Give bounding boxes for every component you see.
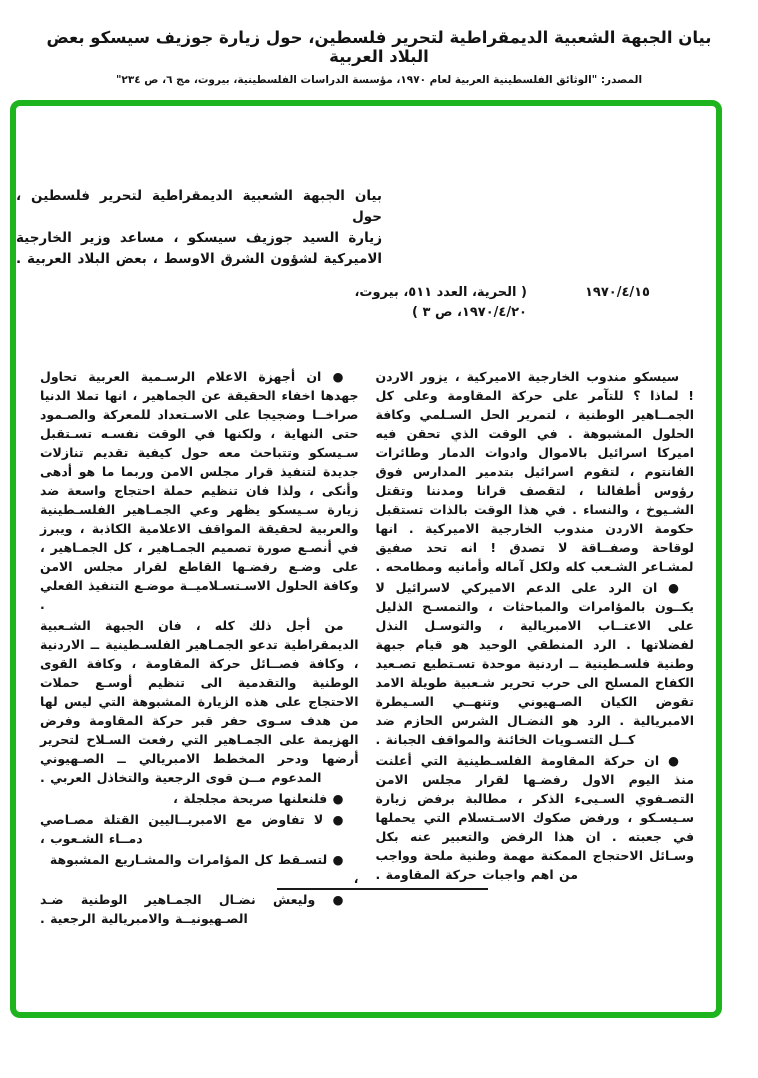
source-citation: المصدر: "الوثائق الفلسطينية العربية لعام ١٩٧٠، مؤسسة الدراسات الفلسطينية، بيروت، مج ٦، ص ٢٣٤" xyxy=(115,74,643,86)
citation-line: ( الحرية، العدد ٥١١، بيروت، xyxy=(354,285,527,300)
bullet-item: ● لا تفاوض مع الامبريــاليين القتلة مصـاصي دمــاء الشـعوب ، xyxy=(40,812,344,846)
statement-title xyxy=(16,186,382,270)
paragraph: سيسكو مندوب الخارجية الاميركية ، يزور الاردن ! لماذا ؟ للتآمر على حركة المقاومة وعلى كل الجمــاهير الوطنية ، لتمرير الحل السـلمي وكافة الحلول المشبوهة . في الوقت الذي تحقن فيه اميركا اسرائيل بالاموال وادوات الدمار وطائرات الفانتوم ، لتقوم اسرائيل بتدمير المدارس فوق رؤوس أطفالنا ، لتقصف قرانا ومدننا وتقتل الشـيوخ ، والنساء . في هذا الوقت بالذات تستقبل حكومة الاردن مندوب الخارجية الاميركية . انها لوقاحة وصفــاقة لا تصدق ! انه تحد صفيق لمشـاعر الشـعب كله ولكل آماله وأمانيه ومطامحه . xyxy=(375,369,694,574)
column-left xyxy=(40,367,359,930)
bullet-item: ● فلنعلنها صريحة مجلجلة ، xyxy=(173,791,344,806)
document-header xyxy=(0,0,758,86)
paragraph: من أجل ذلك كله ، فان الجبهة الشـعبية الديمقراطية تدعو الجمـاهير الفلسـطينية ــ الاردنية ، وكافة فصــائل حركة المقاومة ، وكافة القوى الوطنية والتقدمية الى تنظيم أوسـع حملات الاحتجاج على هذه الزيارة المشبوهة التي ليس لها من هدف سـوى حفر قبر حركة المقاومة وفرض الهزيمة على الجمـاهير التي رفعت السـلاح لتحرير أرضها ودحر المخطط الامبريالي ــ الصـهيوني المدعوم مــن قوى الرجعية والتخاذل العربي . xyxy=(40,618,359,785)
body-columns xyxy=(40,367,694,930)
statement-date: ١٩٧٠/٤/١٥ xyxy=(584,285,650,300)
bullet-item: ● وليعش نضـال الجمـاهير الوطنية ضـد الصـهيونيــة والامبريالية الرجعية . xyxy=(40,892,344,926)
document-frame xyxy=(10,100,722,1018)
statement-title-line: زيارة السيد جوزيف سيسكو ، مساعد وزير الخارجية xyxy=(16,230,382,246)
statement-title-line: بيان الجبهة الشعبية الديمقراطية لتحرير فلسطين ، حول xyxy=(16,188,382,225)
citation-line: ١٩٧٠/٤/٢٠، ص ٣ ) xyxy=(412,305,527,320)
bullet-paragraph: ● ان حركة المقاومة الفلسـطينية التي أعلنت منذ اليوم الاول رفضـها لقرار مجلس الامن التصـفوي السـيىء الذكر ، مطالبة برفض زيارة سـيسـكو ، ورفض صكوك الاسـتسلام التي يحملها في جعبته . ان هذا الرفض والتعبير عنه بكل وسـائل الاحتجاج الممكنة مهمة وطنية ملحة وواجب من اهم واجبات حركة المقاومة . xyxy=(375,753,694,882)
bullet-paragraph: ● ان أجهزة الاعلام الرسـمية العربية تحاول جهدها اخفاء الحقيقة عن الجماهير ، انها تملا الدنيا صراخــا وضجيجا على الاسـتعداد للمعركة والصـمود حتى النهاية ، ولكنها في الوقت نفسـه تسـتقبل سـيسكو وتتباحث معه حول كيفية تقديم تنازلات جديدة لتنفيذ قرار مجلس الامن وربما ما هو أدهى وأنكى ، ولذا فان تنظيم حملة احتجاج واسعة ضد زيارة سـيسكو يظهر وعي الجمـاهير الفلسـطينية والعربية لحقيقة المواقف الاعلامية الكاذبة ، ويبرز في أنصـع صورة تصميم الجمـاهير ، كل الجمـاهير ، على وضـع رفضـها القاطع لقرار مجلس الامن وكافة الحلول الاسـتسـلاميــة موضـع التنفيذ الفعلي . xyxy=(40,369,359,612)
bullet-paragraph: ● ان الرد على الدعم الاميركي لاسرائيل لا يكــون بالمؤامرات والمباحثات ، والتمسـح الذليل على الاعتــاب الامبريالية ، والتوسـل النذل لفضلاتها . الرد المنطقي الوحيد هو قيام جبهة وطنية فلسـطينية ــ اردنية موحدة تسـتطيع تصـعيد الكفاح المسلح الى حرب تحرير شـعبية طويلة الامد تقوض الكيان الصـهيوني وتنهــي السـيطرة الامبريالية . الرد هو النضـال الشرس الحازم ضد كــل التسـويات الخائنة والمواقف الجبانة . xyxy=(375,580,694,747)
end-divider xyxy=(277,888,488,890)
bullet-item: ● لتسـقط كل المؤامرات والمشـاريع المشبوهة ، xyxy=(49,852,359,886)
column-right xyxy=(376,367,695,930)
page-title: بيان الجبهة الشعبية الديمقراطية لتحرير فلسطين، حول زيارة جوزيف سيسكو بعض البلاد العربية xyxy=(46,28,712,66)
date-citation-row xyxy=(16,283,650,323)
statement-title-line: الاميركية لشؤون الشرق الاوسط ، بعض البلاد العربية . xyxy=(16,251,382,267)
publication-citation xyxy=(334,283,527,323)
